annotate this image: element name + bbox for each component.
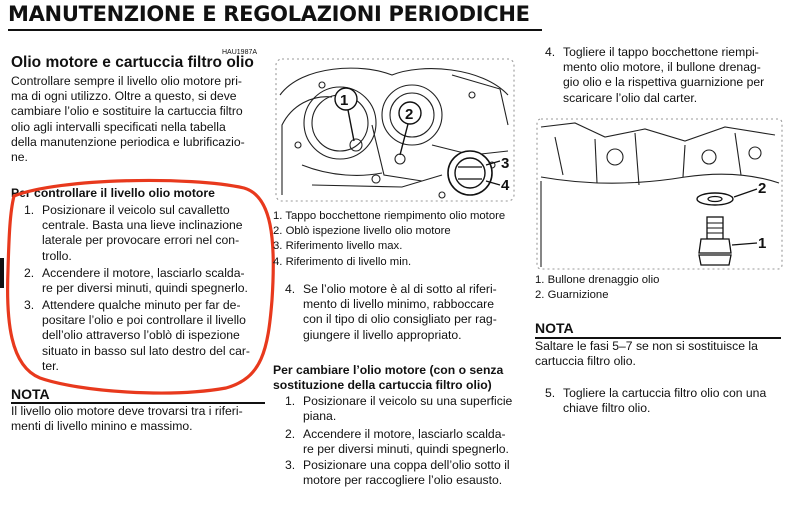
intro-line: cambiare l’olio e sostituire la cartuccia filtro [11,104,243,119]
caption-item: 4. Riferimento di livello min. [273,255,412,268]
step-line: mento di livello minimo, rabboccare [303,297,495,312]
caption-item: 1. Tappo bocchettone riempimento olio motore [273,210,506,222]
step-line: motore per raccogliere l’olio esausto. [303,473,503,488]
step-line: chiave filtro olio. [563,401,651,416]
intro-line: della manutenzione periodica e lubrificazio- [11,134,245,149]
caption-item: 2. Guarnizione [535,289,609,302]
step-line: Posizionare il veicolo su una superficie [303,394,513,408]
change-oil-heading [273,363,503,393]
step-line: positare l’olio e poi controllare il livello [42,313,246,328]
step-number: 3. [24,298,35,312]
step-line: Posizionare una coppa dell’olio sotto il [303,458,510,472]
step-line: centrale. Basta una lieve inclinazione [42,218,243,233]
callout-label-3: 3 [501,155,510,172]
engine-oil-level-illustration [272,55,518,205]
intro-line: olio agli intervalli specificati nella tabella [11,119,226,134]
step-line: con il tipo di olio consigliato per rag- [303,312,497,327]
nota-text [11,404,271,434]
callout-label-1: 1 [340,92,349,109]
caption-list [273,209,505,270]
callout-label-2: 2 [405,106,414,123]
step-number: 2. [24,266,35,280]
page-title: MANUTENZIONE E REGOLAZIONI PERIODICHE [8,2,530,26]
nota-line: Saltare le fasi 5–7 se non si sostituisce la [535,339,758,353]
step-line: ter. [42,358,59,373]
step-line: Accendere il motore, lasciarlo scalda- [303,427,506,441]
nota-label: NOTA [11,386,50,402]
step-line: scaricare l’olio dal carter. [563,90,698,105]
right-caption-list [535,273,659,303]
caption-item: 2. Oblò ispezione livello olio motore [273,225,451,238]
intro-line: Controllare sempre il livello olio motore pri- [11,74,242,88]
gasket-drawing [697,189,757,205]
callout-label-1-right: 1 [758,235,767,252]
step-number: 4. [285,282,296,296]
section-code: HAU1987A [222,49,258,56]
nota-line: Il livello olio motore deve trovarsi tra i riferi- [11,404,243,418]
caption-item: 3. Riferimento livello max. [273,240,403,253]
step-line: Posizionare il veicolo sul cavalletto [42,203,230,217]
step-line: mento olio motore, il bullone drenag- [563,60,761,75]
step-line: re per diversi minuti, quindi spegnerlo. [42,281,248,296]
section-title: Olio motore e cartuccia filtro olio [11,54,254,71]
right-nota-label: NOTA [535,320,574,336]
check-level-heading: Per controllare il livello olio motore [11,186,215,200]
step-line: re per diversi minuti, quindi spegnerlo. [303,442,509,457]
step-number: 1. [24,203,35,217]
step-line: dell’olio attraverso l’oblò di ispezione [42,328,240,343]
step-number: 4. [545,45,556,59]
caption-item: 1. Bullone drenaggio olio [535,274,660,286]
step-number: 2. [285,427,296,441]
step-line: trollo. [42,248,72,263]
drain-bolt-drawing [699,217,757,265]
step-line: piana. [303,409,337,424]
right-nota-text [535,339,785,369]
step-number: 3. [285,458,296,472]
step-line: giungere il livello appropriato. [303,327,462,342]
step-line: Togliere il tappo bocchettone riempi- [563,45,759,59]
intro-line: ne. [11,150,28,165]
step-line: situato in basso sul lato destro del car- [42,343,250,358]
step-number: 1. [285,394,296,408]
step-line: Togliere la cartuccia filtro olio con una [563,386,767,400]
nota-line: menti di livello minino e massimo. [11,419,193,434]
step-line: Se l’olio motore è al di sotto al riferi- [303,282,497,296]
nota-line: cartuccia filtro olio. [535,354,636,369]
step-number: 5. [545,386,556,400]
sight-glass-inset [448,151,500,195]
step-line: Attendere qualche minuto per far de- [42,298,241,312]
callout-label-4: 4 [501,177,510,194]
drain-bolt-illustration [535,117,785,272]
heading-line: sostituzione della cartuccia filtro olio) [273,378,492,392]
step-line: Accendere il motore, lasciarlo scalda- [42,266,245,280]
heading-line: Per cambiare l’olio motore (con o senza [273,363,504,377]
step-line: laterale per provocare errori nel con- [42,233,240,248]
step-line: gio olio e la rispettiva guarnizione per [563,75,765,90]
callout-label-2-right: 2 [758,180,767,197]
intro-line: ma di ogni utilizzo. Oltre a questo, si deve [11,89,237,104]
